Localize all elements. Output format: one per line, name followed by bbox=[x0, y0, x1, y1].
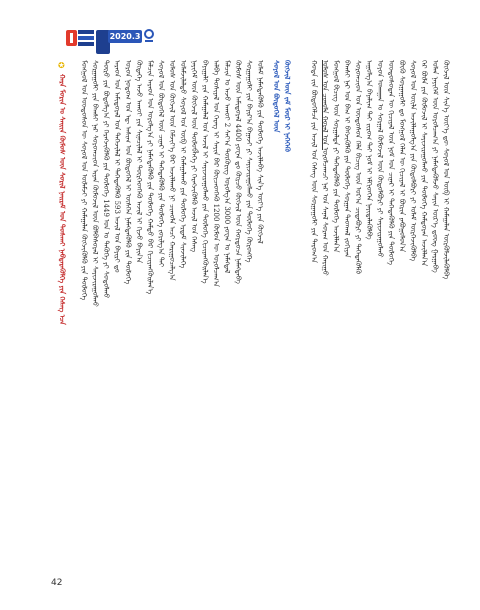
text-column: ᠦᠨᠳᠦᠰᠦᠲᠡᠨ ᠦ ᠬᠢᠴᠢᠶᠡᠯ ᠦᠨ ᠨᠣᠮ ᠤᠨ ᠴᠢᠨᠠᠷ ᠢ ᠳᠡᠭᠡᠳᠡᠭᠦᠯᠬᠦ ᠶᠢᠨ ᠲᠥᠯᠥᠭᠡ bbox=[387, 60, 395, 265]
text-column: ᠰᠤᠷᠭᠠᠭᠤᠯᠢ ᠶᠢᠨ ᠪᠠᠭᠰᠢ ᠨᠠᠷ ᠰᠤᠷᠤᠭᠴᠢᠳ ᠢᠶᠡᠨ ᠬᠦᠮᠦᠵᠢᠯ ᠦᠨ ᠪᠣᠯᠪᠠᠰᠤᠷᠠᠯ ᠢ ᠰᠠᠶᠢᠵᠢᠷᠠᠭᠤᠯᠬᠤ bbox=[91, 60, 99, 307]
text-column: ᠬᠥᠳᠡᠭᠡ ᠠᠵᠤ ᠠᠬᠤᠢ ᠶᠢᠨ ᠰᠢᠨᠡᠴᠢᠯᠡᠯ ᠢ ᠲᠦᠷᠭᠡᠳᠬᠡᠬᠦ ᠠᠵᠢᠯ ᠢ ᠬᠢᠵᠦ ᠪᠠᠶᠢᠨ᠎ᠠ bbox=[135, 60, 143, 264]
text-column: ᠬᠥᠭᠵᠢᠯ ᠦᠨ ᠰᠢᠨ᠎ᠡ ᠦᠶ᠎ᠡ ᠳᠦ ᠰᠣᠶᠣᠯ ᠤᠨ ᠥᠪ ᠢ ᠬᠠᠮᠠᠭᠠᠯᠠᠨ ᠦᠷᠭᠦᠯᠵᠢᠯᠡᠭᠦᠯᠪᠡ bbox=[442, 60, 450, 280]
text-column: ᠠᠷᠠᠳ ᠤᠨ ᠠᠮᠢᠳᠤᠷᠠᠯ ᠤᠨ ᠳᠡᠭᠡᠵᠢᠯᠡᠯ ᠢ ᠳᠡᠭᠡᠳᠡᠭᠦᠯᠬᠦ 593 ᠠᠵᠢᠯ ᠤᠨ ᠪᠠᠶᠢᠷᠢ ᠳᠤ bbox=[113, 60, 121, 273]
issue-year: 2020.3 bbox=[109, 32, 141, 41]
text-column: ᠲᠥᠷᠥ ᠶᠢᠨ ᠪᠣᠳᠣᠯᠭ᠎ᠠ ᠶᠢ ᠬᠡᠷᠡᠭᠵᠢᠭᠦᠯᠬᠦ ᠶᠢᠨ ᠲᠥᠯᠥᠭᠡ 1449 ᠣᠨ ᠤ ᠲᠡᠭᠦᠬᠡ ᠶᠢ ᠰᠤᠳᠤᠯᠬᠤ bbox=[102, 60, 110, 299]
text-column: ᠬᠣᠲᠠ ᠵᠢᠨ ᠪᠦᠲᠦᠭᠡᠯᠴᠡ ᠶᠢᠨ ᠠᠵᠢᠯ ᠤᠨ ᠬᠡᠰᠡᠭ ᠦᠨ ᠰᠤᠷᠭᠠᠭᠤᠯᠢ ᠶᠢᠨ ᠳᠠᠷᠤᠭ᠎ᠠ bbox=[310, 60, 318, 263]
text-column: ᠣᠯᠠᠨ ᠨᠡᠶᠢᠭᠡᠮ ᠦᠨ ᠣᠷᠣᠯᠴᠠᠭ᠎ᠠ ᠶᠢ ᠨᠡᠮᠡᠭᠳᠡᠭᠦᠯᠵᠦ ᠰᠠᠶᠢᠨ ᠦᠷ᠎ᠡ ᠳ᠋ᠦᠩ ᠭᠠᠷᠭᠠᠪᠠ bbox=[431, 60, 439, 273]
text-column: ᠪᠠᠶᠢᠭᠠᠯᠢ ᠶᠢᠨ ᠬᠠᠮᠠᠭᠠᠯᠠᠯ ᠤᠨ ᠠᠵᠢᠯ ᠢ ᠰᠠᠶᠢᠵᠢᠷᠠᠭᠤᠯᠬᠤ ᠶᠢᠨ ᠲᠥᠯᠥᠭᠡ ᠬᠢᠴᠢᠶᠡᠩᠭᠦᠢᠯᠡᠨ᠎ᠡ bbox=[201, 60, 209, 284]
text-column: ᠪᠠᠭᠰᠢ ᠨᠠᠷ ᠤᠨ ᠪᠠᠭ ᠢ ᠪᠡᠬᠵᠢᠭᠦᠯᠬᠦ ᠶᠢᠨ ᠲᠥᠯᠥᠭᠡ ᠰᠤᠷᠭᠠᠨ ᠳᠠᠳᠬᠠᠯ ᠵᠣᠬᠢᠶᠠᠨ bbox=[343, 60, 351, 258]
text-column: ᠰᠣᠶᠣᠯ ᠤᠨ ᠪᠦᠲᠦᠭᠡᠯ ᠦᠨ ᠴᠢᠨᠠᠷ ᠢ ᠳᠡᠭᠡᠳᠡᠭᠦᠯᠬᠦ ᠶᠢᠨ ᠲᠥᠯᠥᠭᠡ ᠵᠣᠷᠢᠯᠭ᠎ᠠ ᠲᠠᠢ bbox=[157, 60, 165, 268]
text-column: ᠠᠯᠪᠠ ᠲᠤᠰᠢᠶᠠᠯ ᠤᠨ ᠬᠡᠷᠡᠭ ᠢ ᠰᠠᠶᠢᠨ ᠪᠡᠷ ᠬᠦᠢᠴᠡᠳᠭᠡᠬᠦ 1200 ᠬᠦᠮᠦᠨ ᠦ ᠣᠷᠣᠯᠴᠠᠭ᠎ᠠ bbox=[212, 60, 220, 287]
page-number: 42 bbox=[51, 578, 63, 588]
text-column: ᠨᠡᠶᠢᠭᠡᠮ ᠦᠨ ᠬᠥᠭᠵᠢᠯ ᠦᠨ ᠲᠥᠯᠥᠪᠯᠡᠭᠡ ᠶᠢ ᠬᠡᠷᠡᠭᠵᠢᠭᠦᠯᠬᠦ ᠠᠵᠢᠯ ᠤᠨ ᠬᠡᠰᠡᠭ bbox=[190, 60, 198, 253]
text-column: ᠤᠯᠤᠰ ᠤᠨ ᠬᠥᠭᠵᠢᠯ ᠦᠨ ᠬᠡᠮᠵᠢᠶ᠎ᠡ ᠪᠡᠷ ᠠᠵᠢᠯᠯᠠᠬᠤ ᠨᠢ ᠴᠢᠬᠤᠯᠠ ᠠᠴᠢ ᠬᠠᠷᠢᠭᠤᠴᠠᠯᠭ᠎ᠠ bbox=[168, 60, 176, 281]
text-column: ᠮᠣᠩᠭᠣᠯ ᠤᠨ ᠦᠨᠳᠦᠰᠦᠨ ᠦ ᠰᠣᠶᠣᠯ ᠤᠨ ᠦᠯᠡᠮᠵᠢ ᠶᠢ ᠬᠠᠮᠠᠭᠠᠯᠠᠨ ᠬᠥᠭᠵᠢᠭᠦᠯᠬᠦ ᠶᠢᠨ ᠲᠥᠯᠥᠭᠡ bbox=[80, 60, 88, 301]
star-dingbat-icon: ✪ bbox=[58, 61, 65, 70]
caption-column-red: ᠬᠠᠷᠠ ᠮᠣᠷᠢᠨ ᠤ ᠰᠠᠢᠢᠨ ᠬᠦᠮᠦᠰ ᠦᠨ ᠰᠣᠷᠢᠯ ᠨᠠᠢᠷᠠᠮ ᠤᠨ ᠲᠤᠰᠬᠠᠢ ᠨᠡᠪᠲᠡᠷᠡᠭᠦᠯᠭᠡ ᠶᠢᠨ ᠬᠡᠰᠡᠭ ᠡᠴᠡ bbox=[58, 74, 67, 325]
text-column: ᠬᠦᠮᠦᠰ ᠦᠨ ᠠᠮᠢᠳᠤᠷᠠᠯ 4400 ᠶᠤᠸᠠᠨ ᠳᠤ ᠬᠦᠷᠴᠦ ᠬᠥᠭᠵᠢᠯ ᠦᠨ ᠬᠤᠷᠳᠤᠴᠠ ᠨᠡᠮᠡᠭᠳᠡᠪᠡ bbox=[234, 60, 242, 284]
text-column: ᠤᠯᠠᠮ ᠨᠡᠮᠡᠭᠳᠡᠭᠦᠯᠬᠦ ᠶᠢᠨ ᠲᠥᠯᠥᠭᠡ ᠠᠵᠢᠯᠯᠠᠪᠠ ᠰᠢᠨ᠎ᠡ ᠦᠶ᠎ᠡ ᠶᠢᠨ ᠬᠥᠭᠵᠢᠯ bbox=[256, 60, 264, 244]
text-column: ᠤᠯᠠᠮᠵᠢᠯᠠᠯᠲᠤ ᠰᠣᠶᠣᠯ ᠤᠨ ᠥᠪ ᠢ ᠬᠠᠮᠠᠭᠠᠯᠠᠬᠤ ᠶᠢᠨ ᠲᠥᠯᠥᠭᠡ ᠡᠷᠳᠡᠮ ᠰᠢᠨᠵᠢᠯᠡᠭᠡ bbox=[179, 60, 187, 269]
text-column: ᠰᠤᠷᠤᠭᠴᠢᠳ ᠤᠨ ᠦᠨᠳᠦᠰᠦᠨ ᠬᠡᠯᠡ ᠪᠢᠴᠢᠭ ᠦᠨ ᠤᠷ᠎ᠠ ᠴᠢᠳᠠᠪᠤᠷᠢ ᠶᠢ ᠳᠡᠭᠡᠳᠡᠭᠦᠯᠬᠦ bbox=[354, 60, 362, 274]
text-column: ᠣᠷᠣᠨ ᠨᠤᠲᠤᠭ ᠤᠨ ᠡᠳ᠋ ᠠᠰᠢᠭ ᠤᠨ ᠪᠦᠲᠦᠭᠡᠯ ᠢ ᠥᠰᠭᠡᠨ ᠨᠡᠮᠡᠭᠳᠡᠭᠦᠯᠬᠦ ᠶᠢᠨ ᠲᠥᠯᠥᠭᠡ bbox=[124, 60, 132, 285]
text-column: ᠭᠡᠷ ᠪᠦᠯᠡ ᠶᠢᠨ ᠬᠦᠮᠦᠵᠢᠯ ᠢ ᠰᠠᠶᠢᠵᠢᠷᠠᠭᠤᠯᠬᠤ ᠶᠢᠨ ᠲᠥᠯᠥᠭᠡ ᠬᠠᠮᠲᠤᠷᠠᠨ ᠠᠵᠢᠯᠯᠠᠨ᠎ᠠ bbox=[420, 60, 428, 267]
section-title-line: ᠬᠥᠭᠵᠢᠯ ᠦᠨ ᠵᠠᠮ ᠮᠥᠷ ᠢ ᠨᠡᠭᠡᠭᠡᠬᠦ bbox=[283, 60, 292, 152]
text-column: ᠤᠯᠤᠰ ᠤᠨ ᠴᠢᠬᠤᠯᠠ ᠬᠤᠷᠠᠯ ᠤᠨ ᠣᠷᠣᠯᠴᠠᠭᠴᠢ ᠨᠠᠷ ᠤᠨ ᠰᠠᠨᠠᠯ ᠰᠤᠷᠠᠭ ᠤᠨ ᠬᠠᠷᠢᠭᠤ bbox=[321, 60, 329, 276]
text-column: ᠰᠣᠶᠣᠯ ᠤᠨ ᠦᠢᠯᠡ ᠠᠵᠢᠯᠯᠠᠭᠤᠯᠭ᠎ᠠ ᠶᠢᠨ ᠬᠥᠲᠦᠯᠪᠦᠷᠢ ᠶᠢ ᠤᠯᠠᠮ ᠥᠷᠭᠡᠵᠢᠭᠦᠯᠪᠡ bbox=[409, 60, 417, 262]
text-column: ᠮᠣᠩᠭᠣᠯ ᠪᠢᠴᠢᠭ ᠦᠨ ᠰᠤᠷᠭᠠᠯᠲᠠ ᠶᠢ ᠳᠡᠭᠡᠳᠡᠭᠦᠯᠬᠦ ᠶᠢᠨ ᠲᠥᠯᠥᠭᠡ ᠠᠵᠢᠯᠯᠠᠨ᠎ᠠ bbox=[332, 60, 340, 253]
header-mark-icon bbox=[143, 29, 155, 43]
text-column: ᠰᠤᠷᠭᠠᠭᠤᠯᠢ ᠶᠢᠨ ᠪᠠᠶᠢᠷ᠎ᠠ ᠪᠠᠭᠠᠵᠢ ᠶᠢ ᠰᠠᠶᠢᠵᠢᠷᠠᠭᠤᠯᠬᠤ ᠶᠢᠨ ᠲᠥᠯᠥᠭᠡ ᠬᠥᠷᠥᠩᠭᠡ bbox=[245, 60, 253, 263]
text-column: ᠮᠠᠯᠴᠢᠨ ᠠᠷᠠᠳ ᠤᠨ ᠣᠷᠣᠯᠭ᠎ᠠ ᠶᠢ ᠨᠡᠮᠡᠭᠳᠡᠭᠦᠯᠬᠦ ᠶᠢᠨ ᠲᠥᠯᠥᠭᠡ ᠬᠠᠮᠲᠤ ᠪᠡᠷ ᠬᠢᠴᠢᠶᠡᠩᠭᠦᠢᠯᠡᠨ᠎ᠡ bbox=[146, 60, 154, 295]
text-column: ᠪᠦᠬᠦ ᠰᠤᠷᠭᠠᠭᠤᠯᠢ ᠳᠤ ᠮᠣᠩᠭᠣᠯ ᠬᠡᠯᠡᠨ ᠦ ᠬᠢᠴᠢᠶᠡᠯ ᠢ ᠪᠦᠷᠢᠨ ᠶᠠᠪᠤᠭᠤᠯᠤᠨ᠎ᠠ bbox=[398, 60, 406, 253]
text-column: ᠠᠭᠤᠯᠭ᠎ᠠ ᠪᠠᠶᠠᠯᠢᠭ ᠲᠠᠢ ᠵᠢᠷᠤᠭ ᠲᠠᠢ ᠨᠣᠮ ᠢ ᠡᠮᠬᠢᠳᠬᠡᠨ ᠨᠡᠶᠢᠲᠡᠯᠡᠭᠦᠯᠪᠡ bbox=[365, 60, 373, 240]
text-column: ᠮᠠᠯᠴᠢᠨ ᠤ ᠠᠵᠤ ᠠᠬᠤᠢ 2 ᠰᠠᠶ᠎ᠠ ᠲᠥᠭᠦᠷᠢᠭ ᠣᠷᠣᠯᠭ᠎ᠠ 3000 ᠶᠤᠸᠠᠨ ᠤ ᠨᠡᠮᠡᠭᠳᠡᠯ bbox=[223, 60, 231, 274]
section-title-line: ᠰᠣᠶᠣᠯ ᠤᠨ ᠪᠦᠲᠦᠭᠡᠯ ᠦᠨ bbox=[272, 60, 281, 133]
text-column: ᠣᠶᠤᠨ ᠤᠬᠠᠭᠠᠨ ᠤ ᠰᠤᠷᠭᠠᠯ ᠬᠦᠮᠦᠵᠢᠯ ᠦᠨ ᠬᠥᠲᠦᠯᠪᠦᠷᠢ ᠶᠢ ᠰᠠᠶᠢᠵᠢᠷᠠᠭᠤᠯᠬᠤ bbox=[376, 60, 384, 258]
magazine-logo-icon bbox=[65, 27, 95, 49]
